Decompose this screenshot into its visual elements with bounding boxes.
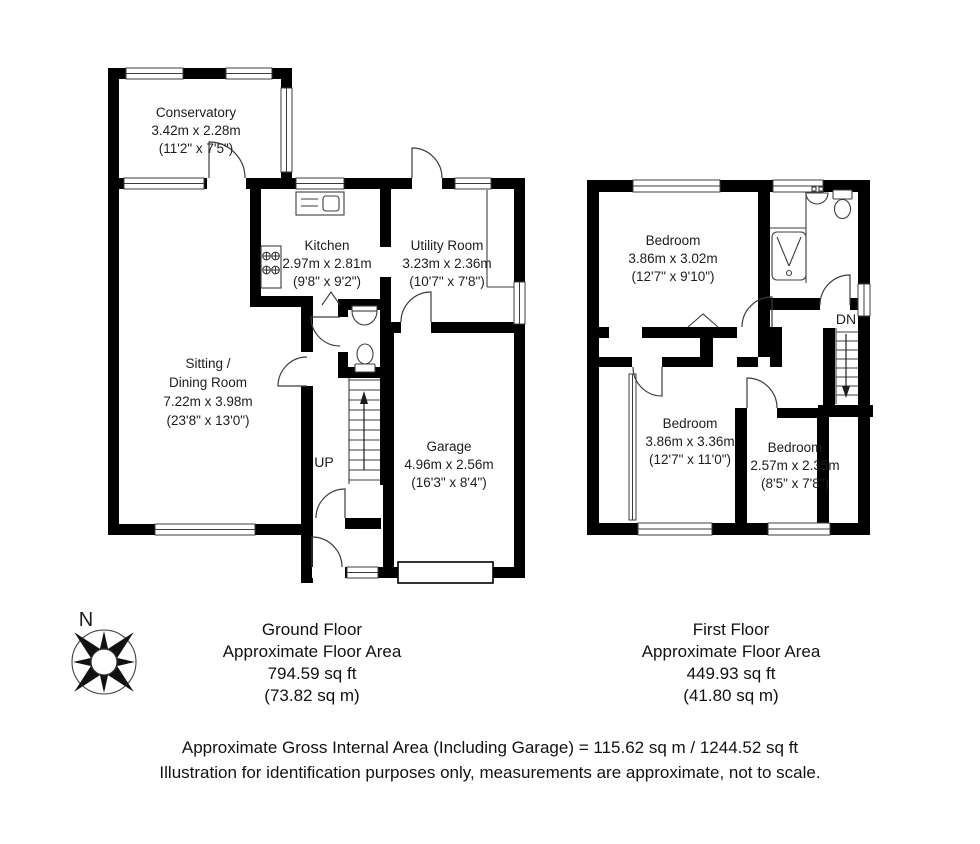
stairs-down-label: DN xyxy=(835,311,857,327)
room-label-kitchen xyxy=(282,238,371,289)
room-imperial: (9'8" x 9'2") xyxy=(292,274,362,289)
room-imperial: (16'3" x 8'4") xyxy=(411,475,487,490)
stairs-down xyxy=(836,328,858,404)
room-label-utility xyxy=(402,238,491,289)
first-floor-caption xyxy=(586,619,876,707)
stairs-up-label: UP xyxy=(314,454,334,470)
room-metric: 4.96m x 2.56m xyxy=(404,457,494,472)
room-metric: 3.86m x 3.02m xyxy=(628,251,718,266)
room-imperial: (12'7" x 9'10") xyxy=(631,269,715,284)
bathroom-fixtures xyxy=(770,187,852,283)
window-icon xyxy=(455,178,491,189)
room-imperial: (23'8" x 13'0") xyxy=(166,413,250,428)
window-icon xyxy=(296,178,344,189)
first-floor-caption-title: First Floor xyxy=(692,620,770,639)
room-name: Sitting / xyxy=(185,356,231,371)
window-icon xyxy=(638,523,712,535)
window-icon xyxy=(226,68,272,79)
door-arc-wc xyxy=(311,317,340,346)
first-floor-caption-area-ft: 449.93 sq ft xyxy=(686,664,776,683)
compass-north-label: N xyxy=(78,609,94,631)
window-icon xyxy=(629,374,636,520)
room-imperial: (12'7" x 11'0") xyxy=(648,452,732,467)
room-name: Kitchen xyxy=(304,238,350,253)
ground-floor-caption-area-m: (73.82 sq m) xyxy=(264,686,360,705)
cupboard-icon xyxy=(322,292,340,305)
room-metric: 2.97m x 2.81m xyxy=(282,256,372,271)
ground-floor-caption-area-ft: 794.59 sq ft xyxy=(267,664,357,683)
ground-floor-caption-title: Ground Floor xyxy=(261,620,363,639)
room-name: Utility Room xyxy=(410,238,484,253)
room-label-bedroom2 xyxy=(645,416,734,467)
first-floor-caption-area-m: (41.80 sq m) xyxy=(683,686,779,705)
room-imperial: (10'7" x 7'8") xyxy=(409,274,485,289)
room-label-conservatory xyxy=(151,105,240,156)
kitchen-sink xyxy=(296,192,344,215)
wc-toilet xyxy=(355,344,375,372)
door-arc-bathroom xyxy=(820,275,850,305)
room-name: Bedroom xyxy=(645,233,701,248)
bathroom-toilet xyxy=(833,190,852,219)
window-icon xyxy=(347,567,378,578)
room-imperial: (11'2" x 7'5") xyxy=(158,141,234,156)
room-metric: 3.86m x 3.36m xyxy=(645,434,735,449)
stairs-up xyxy=(349,378,380,484)
room-name: Bedroom xyxy=(767,440,823,455)
door-arc-front-door xyxy=(312,537,342,567)
window-icon xyxy=(633,180,720,192)
first-floor-caption-subtitle: Approximate Floor Area xyxy=(641,642,821,661)
room-label-bedroom1 xyxy=(628,233,717,284)
shower xyxy=(772,232,806,280)
window-icon xyxy=(281,88,292,172)
room-imperial: (8'5" x 7'8") xyxy=(760,476,830,491)
compass-rose-icon xyxy=(72,609,136,694)
room-name: Garage xyxy=(426,439,472,454)
room-label-garage xyxy=(404,439,493,490)
window-icon xyxy=(126,68,183,79)
ground-floor-caption-subtitle: Approximate Floor Area xyxy=(222,642,402,661)
door-arc-utility-garage xyxy=(401,292,431,322)
room-metric: 2.57m x 2.35m xyxy=(750,458,840,473)
door-arc-bedroom2 xyxy=(633,367,662,396)
room-metric: 3.42m x 2.28m xyxy=(151,123,241,138)
room-label-sitting-dining xyxy=(163,356,252,428)
room-metric: 3.23m x 2.36m xyxy=(402,256,492,271)
window-icon xyxy=(155,524,255,535)
door-arc-bedroom3 xyxy=(747,378,777,408)
footer-note: Illustration for identification purposes only, measurements are approximate, not to scale. xyxy=(159,763,821,782)
utility-worktop xyxy=(487,190,514,287)
window-icon xyxy=(514,282,525,324)
room-name: Conservatory xyxy=(155,105,237,120)
room-name: Bedroom xyxy=(662,416,718,431)
window-icon xyxy=(768,523,830,535)
footer-gross-area: Approximate Gross Internal Area (Including Garage) = 115.62 sq m / 1244.52 sq ft xyxy=(181,738,799,757)
room-metric: 7.22m x 3.98m xyxy=(163,394,253,409)
cupboard-icon xyxy=(688,314,718,327)
room-name: Dining Room xyxy=(168,375,248,390)
wc-basin xyxy=(352,306,377,325)
ground-floor-caption xyxy=(167,619,457,707)
garage-door xyxy=(398,562,493,583)
kitchen-hob xyxy=(261,246,281,288)
first-floor-doors xyxy=(633,275,850,408)
door-arc-hall xyxy=(316,489,345,518)
footer-disclaimer xyxy=(0,735,980,785)
window-icon xyxy=(124,178,204,189)
door-arc-sitting-room xyxy=(278,357,307,386)
door-arc-back-door xyxy=(412,148,442,178)
window-icon xyxy=(858,284,870,316)
